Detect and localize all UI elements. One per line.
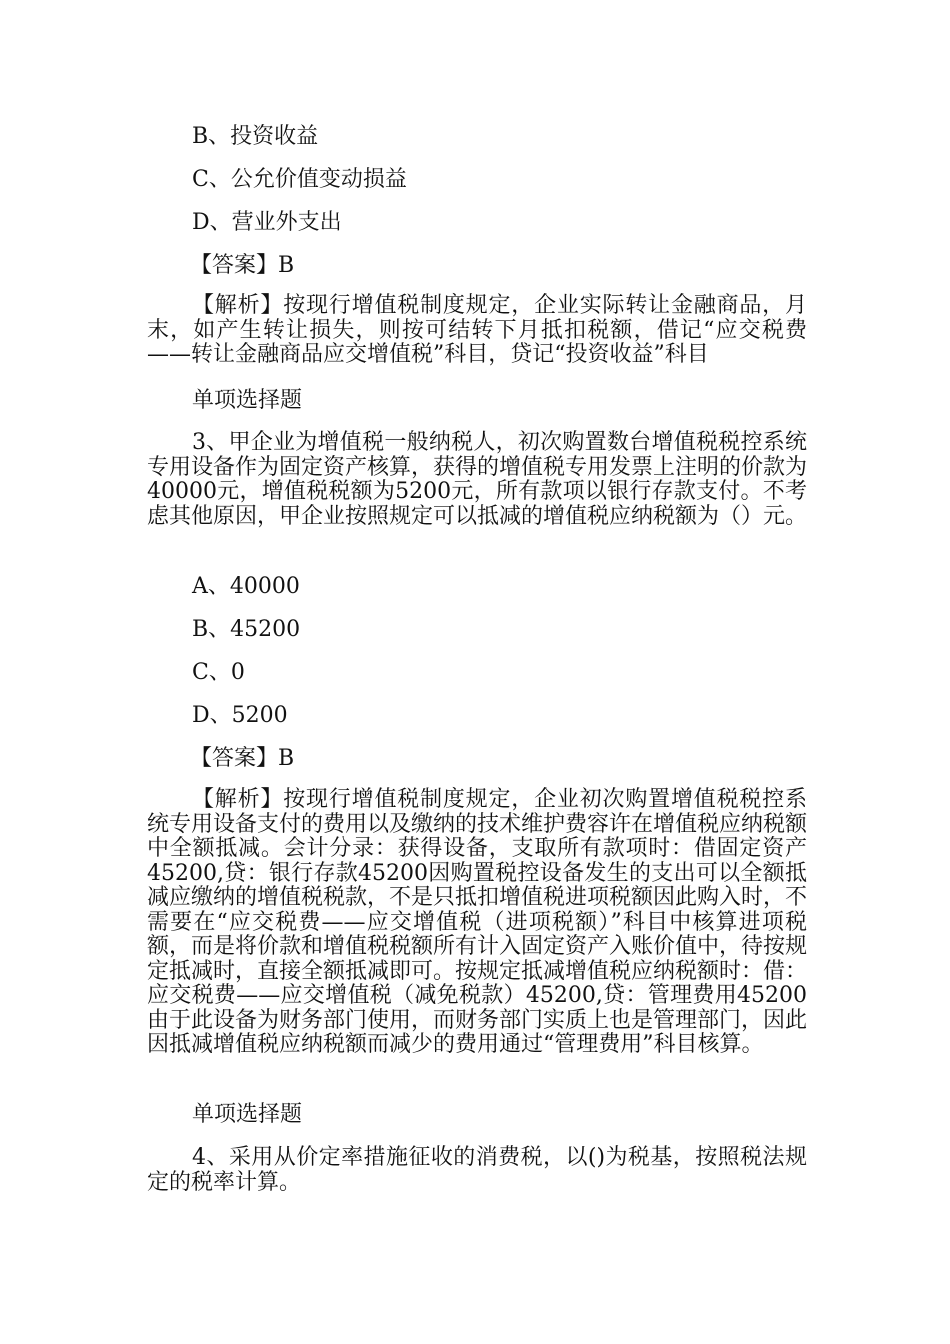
q2-option-b: B、投资收益: [192, 124, 319, 149]
q3-question: 3、甲企业为增值税一般纳税人，初次购置数台增值税税控系统专用设备作为固定资产核算，获得的增值税专用发票上注明的价款为40000元，增值税税额为5200元，所有款项以银行存款支付。不考虑其他原因，甲企业按照规定可以抵减的增值税应纳税额为（）元。: [147, 430, 808, 529]
q3-answer: 【答案】B: [190, 746, 295, 771]
q4-question: 4、采用从价定率措施征收的消费税，以()为税基，按照税法规定的税率计算。: [147, 1145, 807, 1195]
q4-type-label: 单项选择题: [192, 1102, 303, 1127]
q3-option-a: A、40000: [192, 574, 300, 599]
q3-option-c: C、0: [192, 660, 245, 685]
q3-type-label: 单项选择题: [192, 388, 303, 413]
q2-option-d: D、营业外支出: [192, 210, 342, 235]
q2-analysis: 【解析】按现行增值税制度规定，企业实际转让金融商品，月末，如产生转让损失，则按可结转下月抵扣税额，借记“应交税费——转让金融商品应交增值税”科目，贷记“投资收益”科目: [147, 293, 807, 367]
q2-answer: 【答案】B: [190, 253, 295, 278]
q3-analysis: 【解析】按现行增值税制度规定，企业初次购置增值税税控系统专用设备支付的费用以及缴纳的技术维护费容许在增值税应纳税额中全额抵减。会计分录：获得设备，支取所有款项时：借固定资产45200,贷：银行存款45200因购置税控设备发生的支出可以全额抵减应缴纳的增值税税款，不是只抵扣增值税进项税额因此购入时，不需要在“应交税费——应交增值税（进项税额）”科目中核算进项税额，而是将价款和增值税税额所有计入固定资产入账价值中，待按规定抵减时，直接全额抵减即可。按规定抵减增值税应纳税额时：借：应交税费——应交增值税（减免税款）45200,贷：管理费用45200由于此设备为财务部门使用，而财务部门实质上也是管理部门，因此因抵减增值税应纳税额而减少的费用通过“管理费用”科目核算。: [147, 787, 808, 1057]
q3-option-d: D、5200: [192, 703, 288, 728]
q2-option-c: C、公允价值变动损益: [192, 167, 407, 192]
q3-option-b: B、45200: [192, 617, 301, 642]
